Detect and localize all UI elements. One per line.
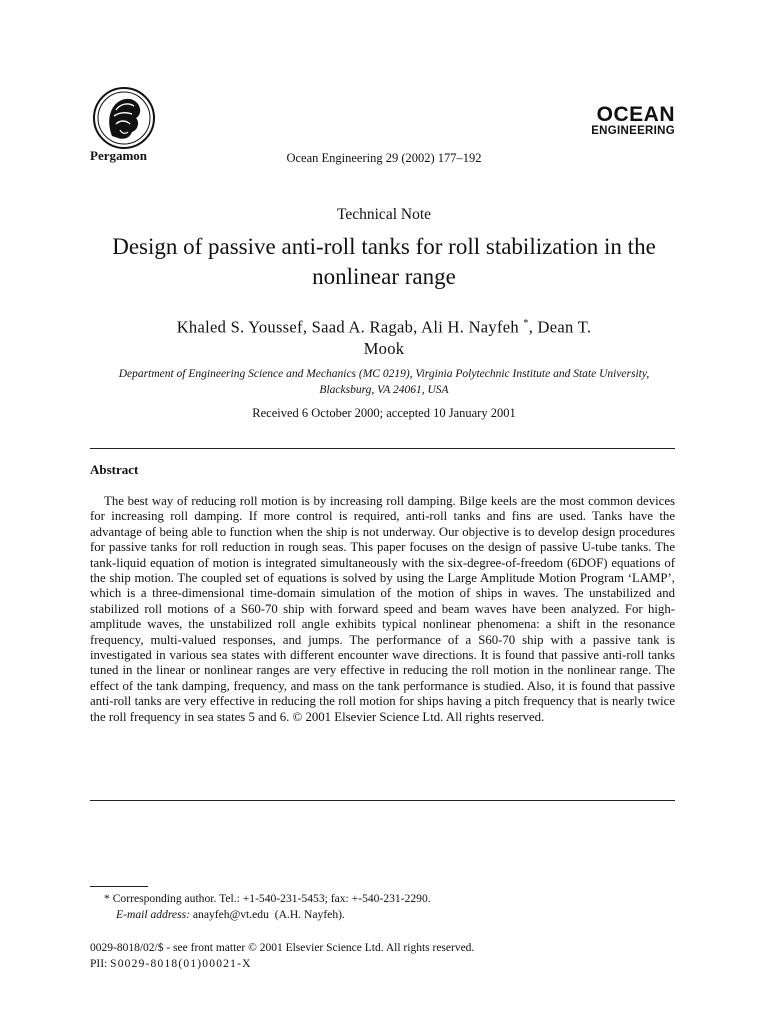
article-type: Technical Note xyxy=(336,206,432,223)
footnote xyxy=(104,891,431,923)
footnote-text: Corresponding author. Tel.: +1-540-231-5453; fax: +-540-231-2290. xyxy=(112,892,431,905)
corresponding-mark: * xyxy=(523,318,529,329)
copyright-line: 0029-8018/02/$ - see front matter © 2001 Elsevier Science Ltd. All rights reserved. xyxy=(90,942,475,954)
email-owner: (A.H. Nayfeh). xyxy=(274,908,345,921)
affiliation: Department of Engineering Science and Mechanics (MC 0219), Virginia Polytechnic Institute and State University, Blacksburg, VA 24061, USA xyxy=(118,368,650,396)
elsevier-tree-icon xyxy=(90,86,158,152)
pii-line xyxy=(90,956,474,972)
footnote-line1 xyxy=(104,891,431,907)
authors-line1-tail: , Dean T. xyxy=(528,317,592,337)
abstract-heading: Abstract xyxy=(90,462,139,477)
article-title: Design of passive anti-roll tanks for roll stabilization in the nonlinear range xyxy=(112,234,656,289)
footnote-line2 xyxy=(104,907,431,923)
copyright-block xyxy=(90,940,474,972)
divider-bottom xyxy=(90,800,675,801)
abstract-text: The best way of reducing roll motion is by increasing roll damping. Bilge keels are the most common devices for increasing roll damping. If more control is required, anti-roll tanks and fins are used. Tanks have the advantage of being able to function when the ship is not underway. Our objective is to develop design procedures for passive tanks for roll reduction in rough seas. This paper focuses on the design of passive U-tube tanks. The tank-liquid equation of motion is integrated simultaneously with the six-degree-of-freedom (6DOF) equations of the ship motion. The coupled set of equations is solved by using the Large Amplitude Motion Program ‘LAMP’, which is a three-dimensional time-domain simulation of the motion of ships in waves. The unstabilized and stabilized roll motions of a S60-70 ship with forward speed and beam waves have been analyzed. For high-amplitude waves, the unstabilized roll angle exhibits typical nonlinear phenomena: a shift in the resonance frequency, multi-valued responses, and jumps. The performance of a S60-70 ship with a passive tank is investigated in various sea states with different encounter wave directions. It is found that passive anti-roll tanks tuned in the linear or nonlinear ranges are very effective in reducing the roll motion in the nonlinear range. The effect of the tank damping, frequency, and mass on the tank performance is studied. Also, it is found that passive anti-roll tanks are very effective in reducing the roll motion for ships having a pitch frequency that is nearly twice the roll frequency in sea states 5 and 6. © 2001 Elsevier Science Ltd. All rights reserved. xyxy=(90,494,675,724)
journal-logo-main: OCEAN xyxy=(596,103,675,126)
journal-logo-sub: ENGINEERING xyxy=(591,125,675,137)
publisher-name: Pergamon xyxy=(90,148,148,163)
footnote-rule xyxy=(90,886,148,887)
email-label: E-mail address: xyxy=(116,908,190,921)
journal-citation: Ocean Engineering 29 (2002) 177–192 xyxy=(286,151,482,165)
pii-value: S0029-8018(01)00021-X xyxy=(110,958,252,970)
divider-top xyxy=(90,448,675,449)
footnote-mark: * xyxy=(104,892,110,905)
authors-line1: Khaled S. Youssef, Saad A. Ragab, Ali H. Nayfeh xyxy=(176,317,519,337)
received-dates: Received 6 October 2000; accepted 10 January 2001 xyxy=(252,406,516,420)
authors-line2: Mook xyxy=(363,338,405,358)
author-list xyxy=(90,313,678,359)
pii-label: PII: xyxy=(90,958,108,970)
journal-logo xyxy=(553,104,675,138)
email-link[interactable]: anayfeh@vt.edu xyxy=(192,908,269,921)
